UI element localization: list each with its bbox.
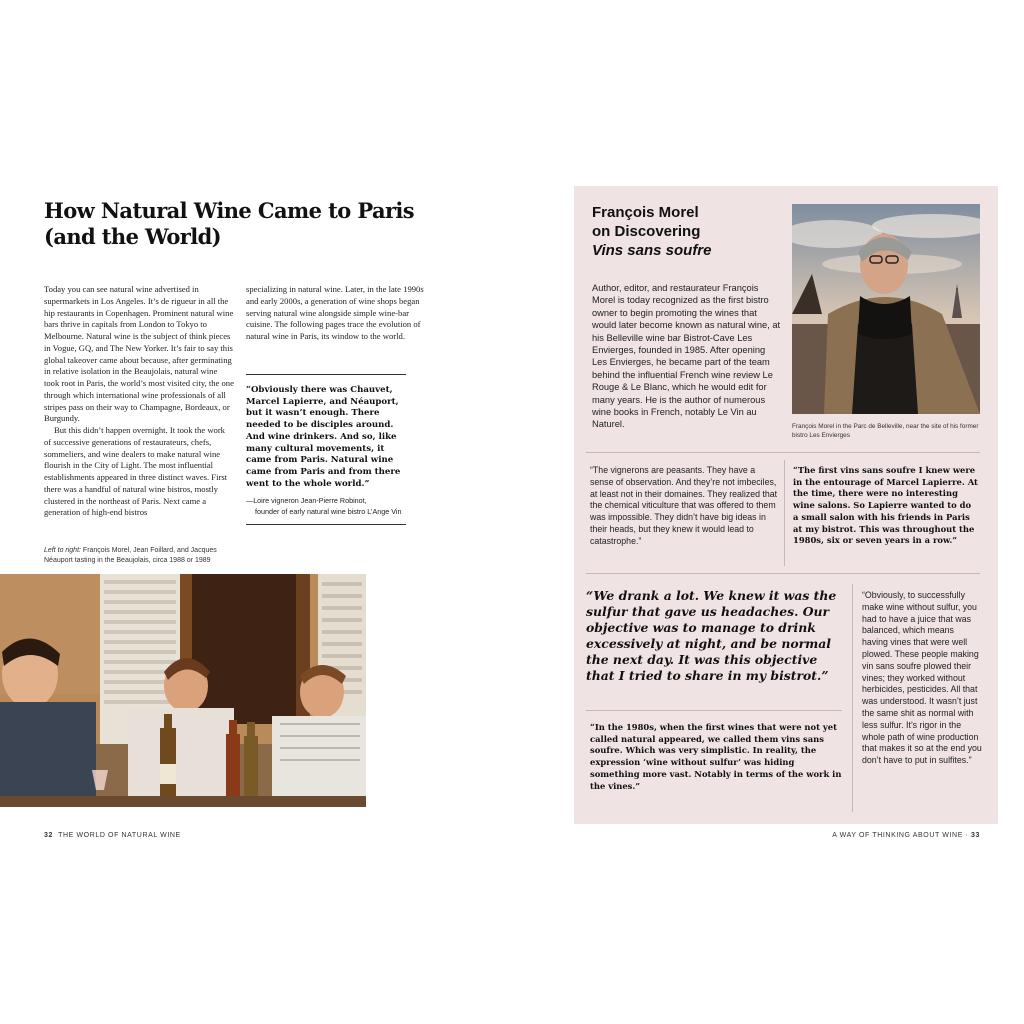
running-head-left: THE WORLD OF NATURAL WINE — [58, 832, 181, 839]
sidebar-title-italic: Vins sans soufre — [592, 242, 712, 259]
body-paragraph-2: But this didn’t happen overnight. It took the work of successive generations of restaurateurs, chefs, sommeliers, and wine dealers to make natural wine flourish in the City of Light. The most influential establishments appeared in three distinct waves. First there was a handful of natural wine bistros, mostly clustered in the northeast of Paris. Next came a generation of high-end bistros — [44, 425, 228, 518]
attribution-line-1: —Loire vigneron Jean-Pierre Robinot, — [246, 496, 367, 506]
quote-without-sulfur: “Obviously, to successfully make wine without sulfur, you had to have a juice that was balanced, which means having vines that were well plowed. These people making vin sans soufre plowed their vines; they worked without herbicides, pesticides. All that was understood. It wasn’t just the same shit as normal with less sulfur. It’s rigor in the whole path of wine production that makes it so at the end you don’t have to put in sulfites.” — [862, 590, 982, 766]
quote-first-vins-sans-soufre: “The first vins sans soufre I knew were in the entourage of Marcel Lapierre. At the time, there were no interesting wine salons. So Lapierre wanted to do a small salon with his friends in Paris at my bistrot. This was throughout the 1980s, six or seven years in a row.” — [793, 465, 978, 546]
pull-quote — [246, 374, 406, 525]
pull-quote-attribution — [246, 496, 406, 517]
photo-caption-right: François Morel in the Parc de Belleville, near the site of his former bistro Les Envierges — [792, 423, 979, 440]
folio-left — [44, 832, 181, 839]
body-paragraph-3: specializing in natural wine. Later, in the late 1990s and early 2000s, a generation of wine shops began serving natural wine alongside simple wine-bar cuisine. The following pages trace the evolution of natural wine in Paris, its window to the world. — [246, 284, 424, 341]
photo-tasting-beaujolais — [0, 574, 366, 807]
photo-francois-morel — [792, 204, 980, 414]
divider-vertical-1 — [784, 460, 785, 566]
divider-vertical-2 — [852, 584, 853, 812]
sidebar-intro: Author, editor, and restaurateur François Morel is today recognized as the first bistro owner to begin promoting the wines that would later become known as natural wine, at his Belleville wine bar Bistrot-Cave Les Envierges, founded in 1985. After opening Les Envierges, he became part of the team behind the influential French wine review Le Rouge & Le Blanc, which he would edit for many years. He is the author of numerous wine books in French, notably Le Vin au Naturel. — [592, 283, 781, 430]
quote-peasants: “The vignerons are peasants. They have a sense of observation. And they’re not imbeciles, at least not in their domaines. They realized that the chemical viticulture that was offered to them was impossible. They didn’t have big ideas in their heads, but they knew it would lead to catastrophe.” — [590, 465, 778, 546]
body-column-2 — [246, 284, 434, 343]
running-head-right: A WAY OF THINKING ABOUT WINE — [832, 832, 963, 839]
divider-2 — [586, 573, 980, 574]
body-column-1 — [44, 284, 234, 519]
attribution-line-2: founder of early natural wine bistro L’Ange Vin — [255, 506, 402, 516]
divider-3 — [586, 710, 842, 711]
sidebar-title-line-2: on Discovering — [592, 223, 701, 240]
pull-quote-text: “Obviously there was Chauvet, Marcel Lapierre, and Néauport, but it wasn’t enough. There needed to be disciples around. And wine drinkers. And so, like many cultural movements, it came from Paris. Natural wine came from Paris and from there went to the whole world.” — [246, 385, 401, 489]
caption-lead: Left to right: — [44, 547, 81, 554]
quote-1980s: “In the 1980s, when the first wines that were not yet called natural appeared, we called them vins sans soufre. Which was very simplistic. In reality, the expression ‘wine without sulfur’ was hiding something more vast. Notably in terms of the work in the vines.” — [590, 722, 842, 791]
quote-drank-a-lot: “We drank a lot. We knew it was the sulfur that gave us headaches. Our objective was to manage to drink excessively at night, and be normal the next day. It was this objective that I tried to share in my bistrot.” — [586, 588, 837, 683]
pull-quote-rule-top — [246, 374, 406, 375]
sidebar-title — [592, 203, 792, 260]
pull-quote-rule-bottom — [246, 524, 406, 525]
caption-text: François Morel, Jean Foillard, and Jacques Néauport tasting in the Beaujolais, circa 1988 or 1989 — [44, 547, 217, 564]
title-line-2: (and the World) — [44, 224, 221, 249]
title-line-1: How Natural Wine Came to Paris — [44, 198, 415, 223]
photo-caption-left — [44, 546, 244, 566]
page-number-right: 33 — [971, 832, 980, 839]
body-paragraph-1: Today you can see natural wine advertised in supermarkets in Los Angeles. It’s de rigueur in all the hip restaurants in Copenhagen. Prominent natural wine bars thrive in capitals from London to Tokyo to Melbourne. Natural wine is the subject of think pieces in Vogue, GQ, and The New Yorker. It’s fair to say this global takeover came about because, after germinating in relative isolation in the Beaujolais, natural wine took root in Paris, the world’s most visited city, the one through which international wine professionals of all stripes pass on their way to Champagne, Bordeaux, or Burgundy. — [44, 284, 234, 424]
sidebar-title-line-1: François Morel — [592, 204, 699, 221]
article-title — [44, 198, 464, 250]
page-number-left: 32 — [44, 832, 53, 839]
divider-1 — [586, 452, 980, 453]
sidebar-title-line-3 — [592, 241, 792, 260]
folio-right: A WAY OF THINKING ABOUT WINE · 33 — [832, 832, 980, 839]
